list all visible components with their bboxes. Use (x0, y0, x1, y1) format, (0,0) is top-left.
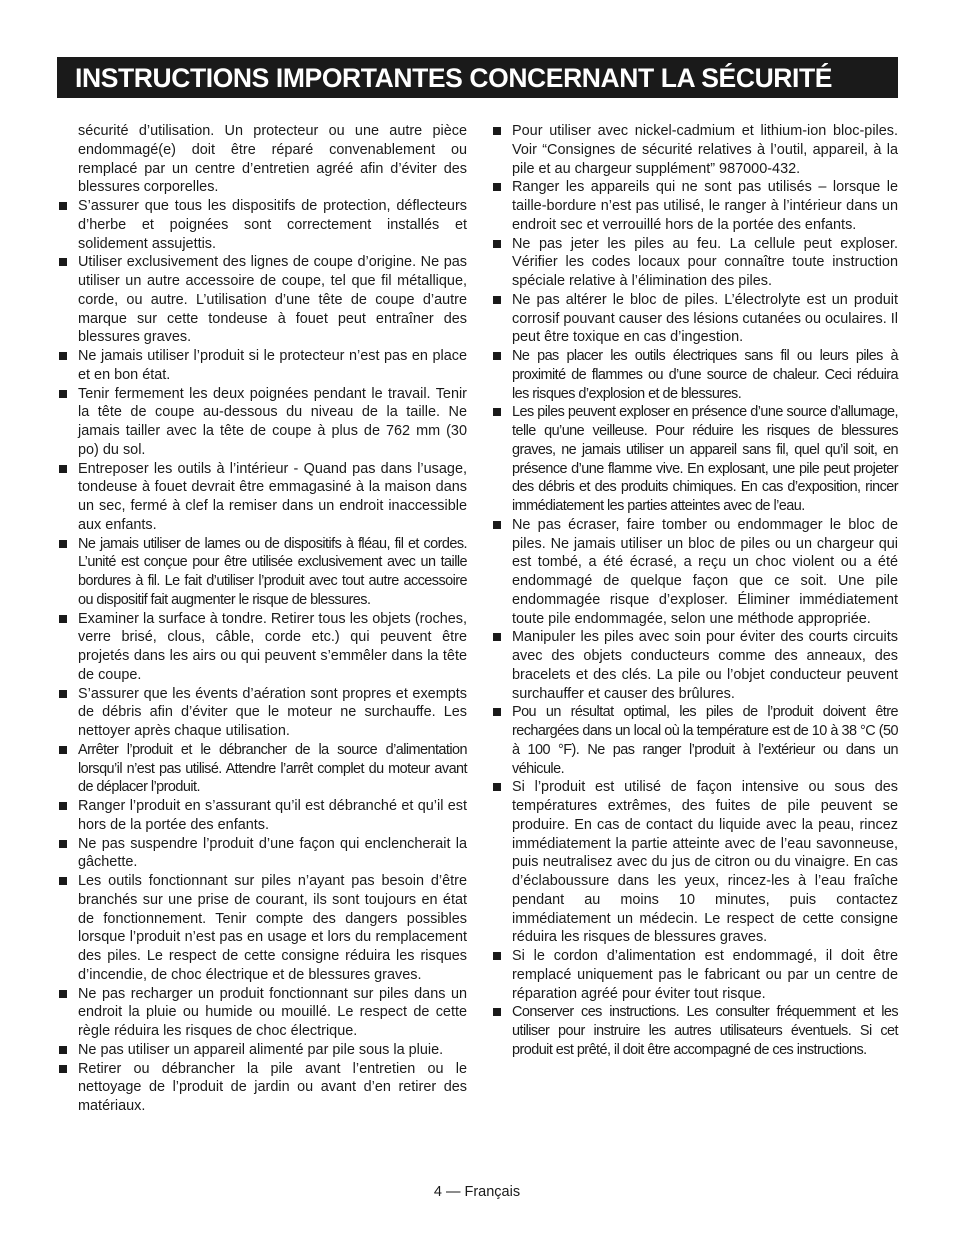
list-item-text: Ne pas altérer le bloc de piles. L’électrolyte est un produit corrosif pouvant causer des lésions cutanées ou oculaires. Il peut être toxique en cas d’ingestion. (512, 291, 899, 346)
list-item-text: Ranger les appareils qui ne sont pas utilisés – lorsque le taille-bordure n’est pas utilisé, le ranger à l’intérieur dans un endroit sec et verrouillé hors de la portée des enfants. (512, 179, 898, 233)
list-item (57, 985, 467, 1041)
list-item (491, 703, 898, 778)
list-item-text: Ne pas écraser, faire tomber ou endommager le bloc de piles. Ne jamais utiliser un bloc de piles ou un chargeur qui est tombé, a été écrasé, a reçu un choc violent ou a été endommagé de quelque façon que ce soit. Une pile endommagée risque d’exploser. Éliminer immédiatement toute pile endommagée, selon une méthode appropriée. (512, 516, 898, 627)
bullet-icon (493, 352, 501, 360)
list-item-text: Ne pas recharger un produit fonctionnant sur piles dans un endroit la pluie ou humide ou mouillé. Le respect de cette règle réduira les risques de choc électrique. (78, 985, 467, 1039)
list-item-text: S’assurer que les évents d’aération sont propres et exempts de débris afin d’éviter que le moteur ne surchauffe. Les nettoyer après chaque utilisation. (78, 685, 467, 739)
bullet-icon (493, 783, 501, 791)
list-item-text: Les outils fonctionnant sur piles n’ayant pas besoin d’être branchés sur une prise de courant, ils sont toujours en état de fonctionnement. Tenir compte des dangers possibles lorsque l’produit n’est pas en usage et lors du remplacement des piles. Le respect de cette consigne réduira les risques d’incendie, de choc électrique et de blessures graves. (78, 873, 467, 983)
list-item (57, 253, 467, 347)
bullet-icon (493, 408, 501, 416)
list-item-text: Conserver ces instructions. Les consulter fréquemment et les utiliser pour instruire les autres utilisateurs éventuels. Si cet produit est prêté, il doit être accompagné de ces instructions. (512, 1004, 898, 1058)
bullet-icon (59, 877, 67, 885)
bullet-icon (59, 990, 67, 998)
list-item (491, 628, 898, 703)
list-item (491, 403, 898, 516)
bullet-icon (493, 952, 501, 960)
list-item-text: S’assurer que tous les dispositifs de protection, déflecteurs d’herbe et poignées sont correctement installés et solidement assujettis. (78, 198, 467, 252)
list-item (57, 1060, 467, 1116)
list-item-text: sécurité d’utilisation. Un protecteur ou une autre pièce endommagé(e) doit être réparé convenablement ou remplacé par un centre d’entretien agréé afin d’éviter des blessures corporelles. (78, 123, 467, 196)
left-column (57, 122, 467, 1116)
list-item (57, 1041, 467, 1060)
list-item (491, 516, 898, 629)
bullet-icon (59, 746, 67, 754)
list-item (491, 235, 898, 291)
list-item (57, 685, 467, 741)
bullet-icon (59, 202, 67, 210)
list-item-text: Ne jamais utiliser de lames ou de dispositifs à fléau, fil et cordes. L’unité est conçue pour être utilisée exclusivement avec un taille bordures à fil. Le fait d’utiliser l’produit avec tout autre accessoire ou dispositif fait augmenter le risque de blessures. (78, 535, 467, 608)
bullet-icon (59, 390, 67, 398)
bullet-icon (59, 615, 67, 623)
list-item-text: Pou un résultat optimal, les piles de l’produit doivent être rechargées dans un local où la température est de 10 à 38 °C (50 à 100 °F). Ne pas ranger l’produit à l’extérieur ou dans un véhicule. (512, 704, 898, 777)
bullet-icon (59, 1065, 67, 1073)
list-item-text: Pour utiliser avec nickel-cadmium et lithium-ion bloc-piles. Voir “Consignes de sécurité relatives à l’outil, appareil, à la pile et au chargeur supplément” 987000-432. (512, 123, 898, 177)
list-item-text: Ranger l’produit en s’assurant qu’il est débranché et qu’il est hors de la portée des enfants. (78, 798, 467, 833)
list-item (57, 610, 467, 685)
bullet-icon (493, 127, 501, 135)
list-item-text: Ne jamais utiliser l’produit si le protecteur n’est pas en place et en bon état. (78, 348, 467, 383)
bullet-icon (59, 258, 67, 266)
bullet-icon (493, 521, 501, 529)
list-item (57, 460, 467, 535)
list-item (491, 122, 898, 178)
page-footer: 4 — Français (433, 1184, 521, 1200)
list-item (491, 347, 898, 403)
list-item (491, 778, 898, 947)
bullet-icon (493, 240, 501, 248)
bullet-icon (493, 296, 501, 304)
list-item-continued (57, 122, 467, 197)
bullet-icon (493, 183, 501, 191)
list-item (57, 741, 467, 797)
list-item-text: Si l’produit est utilisé de façon intensive ou sous des températures extrêmes, des fuites de pile peuvent se produire. En cas de contact du liquide avec la peau, rincez immédiatement la partie atteinte avec de l’eau savonneuse, puis neutralisez avec du jus de citron ou du vinaigre. En cas d’éclaboussure dans les yeux, rincez-les à l’eau fraîche pendant au moins 10 minutes, puis contactez immédiatement un médecin. Le respect de cette consigne réduira les risques de blessures graves. (512, 779, 898, 946)
list-item (57, 835, 467, 873)
list-item (491, 291, 898, 347)
bullet-icon (493, 1008, 501, 1016)
right-column (491, 122, 898, 1060)
list-item (57, 385, 467, 460)
bullet-icon (493, 633, 501, 641)
list-item (491, 947, 898, 1003)
list-item-text: Arrêter l’produit et le débrancher de la source d’alimentation lorsqu’il n’est pas utilisé. Attendre l’arrêt complet du moteur avant de déplacer l’produit. (78, 741, 467, 796)
list-item-text: Retirer ou débrancher la pile avant l’entretien ou le nettoyage de l’produit de jardin ou avant d’en retirer des matériaux. (78, 1060, 467, 1114)
list-item-text: Ne pas jeter les piles au feu. La cellule peut exploser. Vérifier les codes locaux pour connaître toute instruction spéciale relative à l’élimination des piles. (512, 235, 898, 289)
list-item (57, 535, 467, 610)
bullet-icon (59, 840, 67, 848)
bullet-icon (59, 352, 67, 360)
bullet-icon (59, 690, 67, 698)
list-item-text: Si le cordon d’alimentation est endommagé, il doit être remplacé uniquement pas le fabricant ou par un centre de réparation agréé pour éviter tout risque. (512, 948, 898, 1002)
bullet-icon (59, 540, 67, 548)
list-item-text: Manipuler les piles avec soin pour éviter des courts circuits avec des objets conducteurs comme des anneaux, des bracelets et des clés. La pile ou l’objet conducteur peuvent surchauffer et causer des brûlures. (512, 629, 898, 702)
list-item-text: Les piles peuvent exploser en présence d’une source d’allumage, telle qu’une veilleuse. Pour réduire les risques de blessures graves, ne jamais utiliser un appareil sans fil, quel qu’il soit, en présence d’une flamme vive. En explosant, une pile peut projeter des débris et des produits chimiques. En cas d’exposition, rincer immédiatement les parties atteintes avec de l’eau. (512, 404, 898, 514)
list-item-text: Ne pas suspendre l’produit d’une façon qui enclencherait la gâchette. (78, 835, 467, 871)
list-item (57, 347, 467, 385)
list-item (491, 1003, 898, 1059)
list-item-text: Tenir fermement les deux poignées pendant le travail. Tenir la tête de coupe au-dessous du niveau de la taille. Ne jamais tailler avec la tête de coupe à plus de 762 mm (30 po) du sol. (78, 385, 467, 458)
section-title: INSTRUCTIONS IMPORTANTES CONCERNANT LA SÉCURITÉ (75, 63, 833, 93)
list-item-text: Utiliser exclusivement des lignes de coupe d’origine. Ne pas utiliser un autre accessoire de coupe, tel que fil métallique, corde, ou autre. L’utilisation d’une tête de coupe d’autre marque sur cette tondeuse à fouet peut entraîner des blessures graves. (78, 254, 467, 346)
list-item (57, 197, 467, 253)
bullet-icon (59, 465, 67, 473)
list-item-text: Ne pas utiliser un appareil alimenté par pile sous la pluie. (78, 1041, 444, 1058)
list-item (57, 797, 467, 835)
list-item (57, 872, 467, 985)
bullet-icon (59, 1046, 67, 1054)
section-header-bar (57, 57, 898, 98)
list-item-text: Ne pas placer les outils électriques sans fil ou leurs piles à proximité de flammes ou d’une source de chaleur. Ceci réduira les risques d’explosion et de blessures. (512, 348, 898, 402)
list-item-text: Examiner la surface à tondre. Retirer tous les objets (roches, verre brisé, clous, câble, corde etc.) qui peuvent être projetés dans les airs ou qui peuvent s’emmêler dans la tête de coupe. (78, 610, 467, 683)
bullet-icon (493, 708, 501, 716)
bullet-icon (59, 802, 67, 810)
list-item-text: Entreposer les outils à l’intérieur - Quand pas dans l’usage, tondeuse à fouet devrait être emmagasiné à la maison dans un sec, fermé à clef la remiser dans un endroit inaccessible aux enfants. (78, 460, 467, 533)
list-item (491, 178, 898, 234)
